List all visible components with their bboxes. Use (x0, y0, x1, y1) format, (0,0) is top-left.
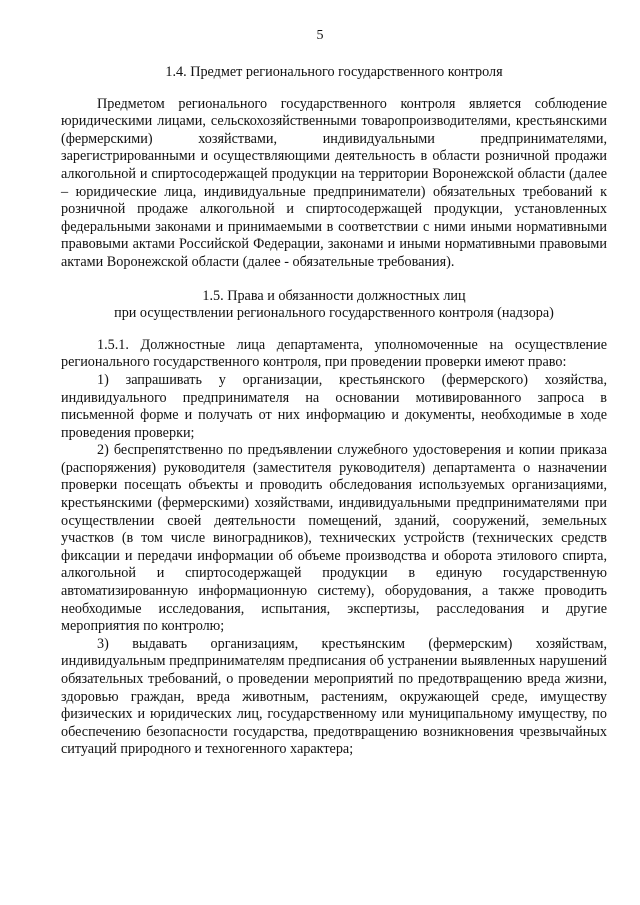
section-1-5-title-line1: 1.5. Права и обязанности должностных лиц (202, 287, 466, 304)
section-1-5-1-intro: 1.5.1. Должностные лица департамента, уполномоченные на осуществление регионального государственного контроля, при проведении проверки имеют право: (61, 336, 607, 371)
section-1-5-title-line2: при осуществлении регионального государственного контроля (надзора) (114, 305, 554, 322)
section-1-5-1-item-3: 3) выдавать организациям, крестьянским (фермерским) хозяйствам, индивидуальным предпринимателям предписания об устранении выявленных нарушений обязательных требований, о проведении мероприятий по предотвращению вреда жизни, здоровью граждан, вреда животным, растениям, окружающей среде, имуществу физических и юридических лиц, государственному или муниципальному имуществу, по обеспечению безопасности государства, предотвращению возникновения чрезвычайных ситуаций природного и техногенного характера; (61, 635, 607, 758)
section-1-4-paragraph: Предметом регионального государственного контроля является соблюдение юридическими лицами, сельскохозяйственными товаропроизводителями, крестьянскими (фермерскими) хозяйствами, индивидуальными предпринимателями, зарегистрированными и осуществляющими деятельность в области розничной продажи алкогольной и спиртосодержащей продукции на территории Воронежской области (далее – юридические лица, индивидуальные предприниматели) обязательных требований к розничной продаже алкогольной и спиртосодержащей продукции, установленных федеральными законами и принимаемыми в соответствии с ними иными нормативными правовыми актами Российской Федерации, законами и иными нормативными правовыми актами Воронежской области (далее - обязательные требования). (61, 95, 607, 270)
section-1-5-1-item-2: 2) беспрепятственно по предъявлении служебного удостоверения и копии приказа (распоряжения) руководителя (заместителя руководителя) департамента о назначении проверки посещать объекты и проводить обследования используемых организациями, крестьянскими (фермерскими) хозяйствами, индивидуальными предпринимателями при осуществлении своей деятельности помещений, зданий, сооружений, земельных участков (в том числе виноградников), технических устройств (технических средств фиксации и передачи информации об объеме производства и оборота этилового спирта, алкогольной и спиртосодержащей продукции в единую государственную автоматизированную информационную систему), оборудования, а также проводить необходимые исследования, испытания, экспертизы, расследования и другие мероприятия по контролю; (61, 442, 607, 635)
section-1-4-title: 1.4. Предмет регионального государственного контроля (165, 64, 503, 80)
document-body (61, 64, 607, 759)
page-number: 5 (316, 28, 324, 43)
section-1-5-1-item-1: 1) запрашивать у организации, крестьянского (фермерского) хозяйства, индивидуального предпринимателя на основании мотивированного запроса в письменной форме и получать от них информацию и документы, необходимые в ходе проведения проверки; (61, 371, 607, 441)
section-1-5-heading (61, 288, 607, 323)
